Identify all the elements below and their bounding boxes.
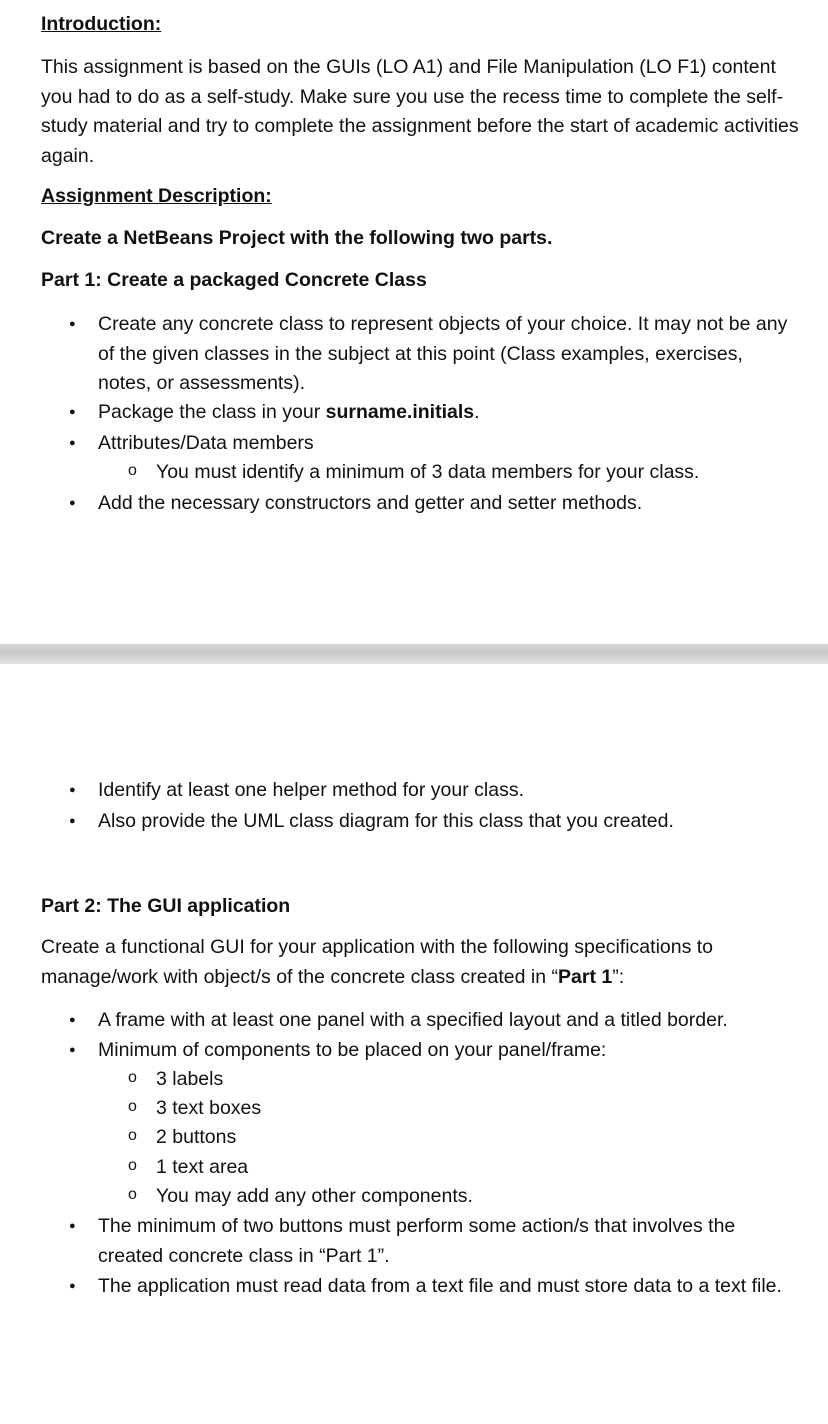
part2-subitem-text-boxes: o 3 text boxes: [156, 1094, 796, 1124]
part1-item-attributes: ● Attributes/Data members: [98, 429, 798, 459]
introduction-paragraph: This assignment is based on the GUIs (LO A1) and File Manipulation (LO F1) content you had to do as a self-study. Make sure you use the recess time to complete the self-study material and try to complete the assignment before the start of academic activities again.: [41, 56, 799, 167]
part2-item-frame: ● A frame with at least one panel with a specified layout and a titled border.: [98, 1006, 798, 1036]
part2-intro: [41, 933, 801, 992]
part1-item-concrete-class: ● Create any concrete class to represent objects of your choice. It may not be any of the given classes in the subject at this point (Class examples, exercises, notes, or assessments).: [98, 310, 798, 399]
part1-item-helper-method: ● Identify at least one helper method for your class.: [98, 776, 798, 806]
part1-subitem-data-members: o You must identify a minimum of 3 data members for your class.: [156, 458, 796, 488]
part2-intro-suffix: ”:: [612, 965, 625, 988]
project-instruction: Create a NetBeans Project with the following two parts.: [41, 227, 553, 249]
part2-intro-text: Create a functional GUI for your application with the following specifications to manage/work with object/s of the concrete class created in “: [41, 936, 714, 988]
part2-subitem-text-area: o 1 text area: [156, 1153, 796, 1183]
part1-heading: Part 1: Create a packaged Concrete Class: [41, 269, 427, 291]
part2-intro-bold: Part 1: [558, 965, 613, 988]
page-divider: [0, 644, 828, 664]
part2-item-text-file: ● The application must read data from a text file and must store data to a text file.: [98, 1272, 798, 1302]
package-suffix: .: [474, 401, 480, 423]
part2-subitem-other-components: o You may add any other components.: [156, 1182, 796, 1212]
document-page-1: [0, 0, 828, 644]
part2-subitem-buttons: o 2 buttons: [156, 1123, 796, 1153]
part2-heading: Part 2: The GUI application: [41, 895, 291, 917]
part2-item-buttons-action: ● The minimum of two buttons must perform some action/s that involves the created concrete class in “Part 1”.: [98, 1212, 798, 1271]
part1-item-constructors: ● Add the necessary constructors and getter and setter methods.: [98, 489, 798, 519]
part1-item-package: [98, 398, 798, 428]
part2-subitem-labels: o 3 labels: [156, 1065, 796, 1095]
part1-item-uml-diagram: ● Also provide the UML class diagram for this class that you created.: [98, 807, 798, 837]
document-page-2: [0, 664, 828, 1424]
introduction-heading: Introduction:: [41, 13, 162, 35]
package-name: surname.initials: [325, 401, 475, 423]
assignment-description-heading: Assignment Description:: [41, 185, 272, 207]
part2-item-components: ● Minimum of components to be placed on your panel/frame:: [98, 1036, 798, 1066]
package-text: Package the class in your: [98, 401, 326, 423]
